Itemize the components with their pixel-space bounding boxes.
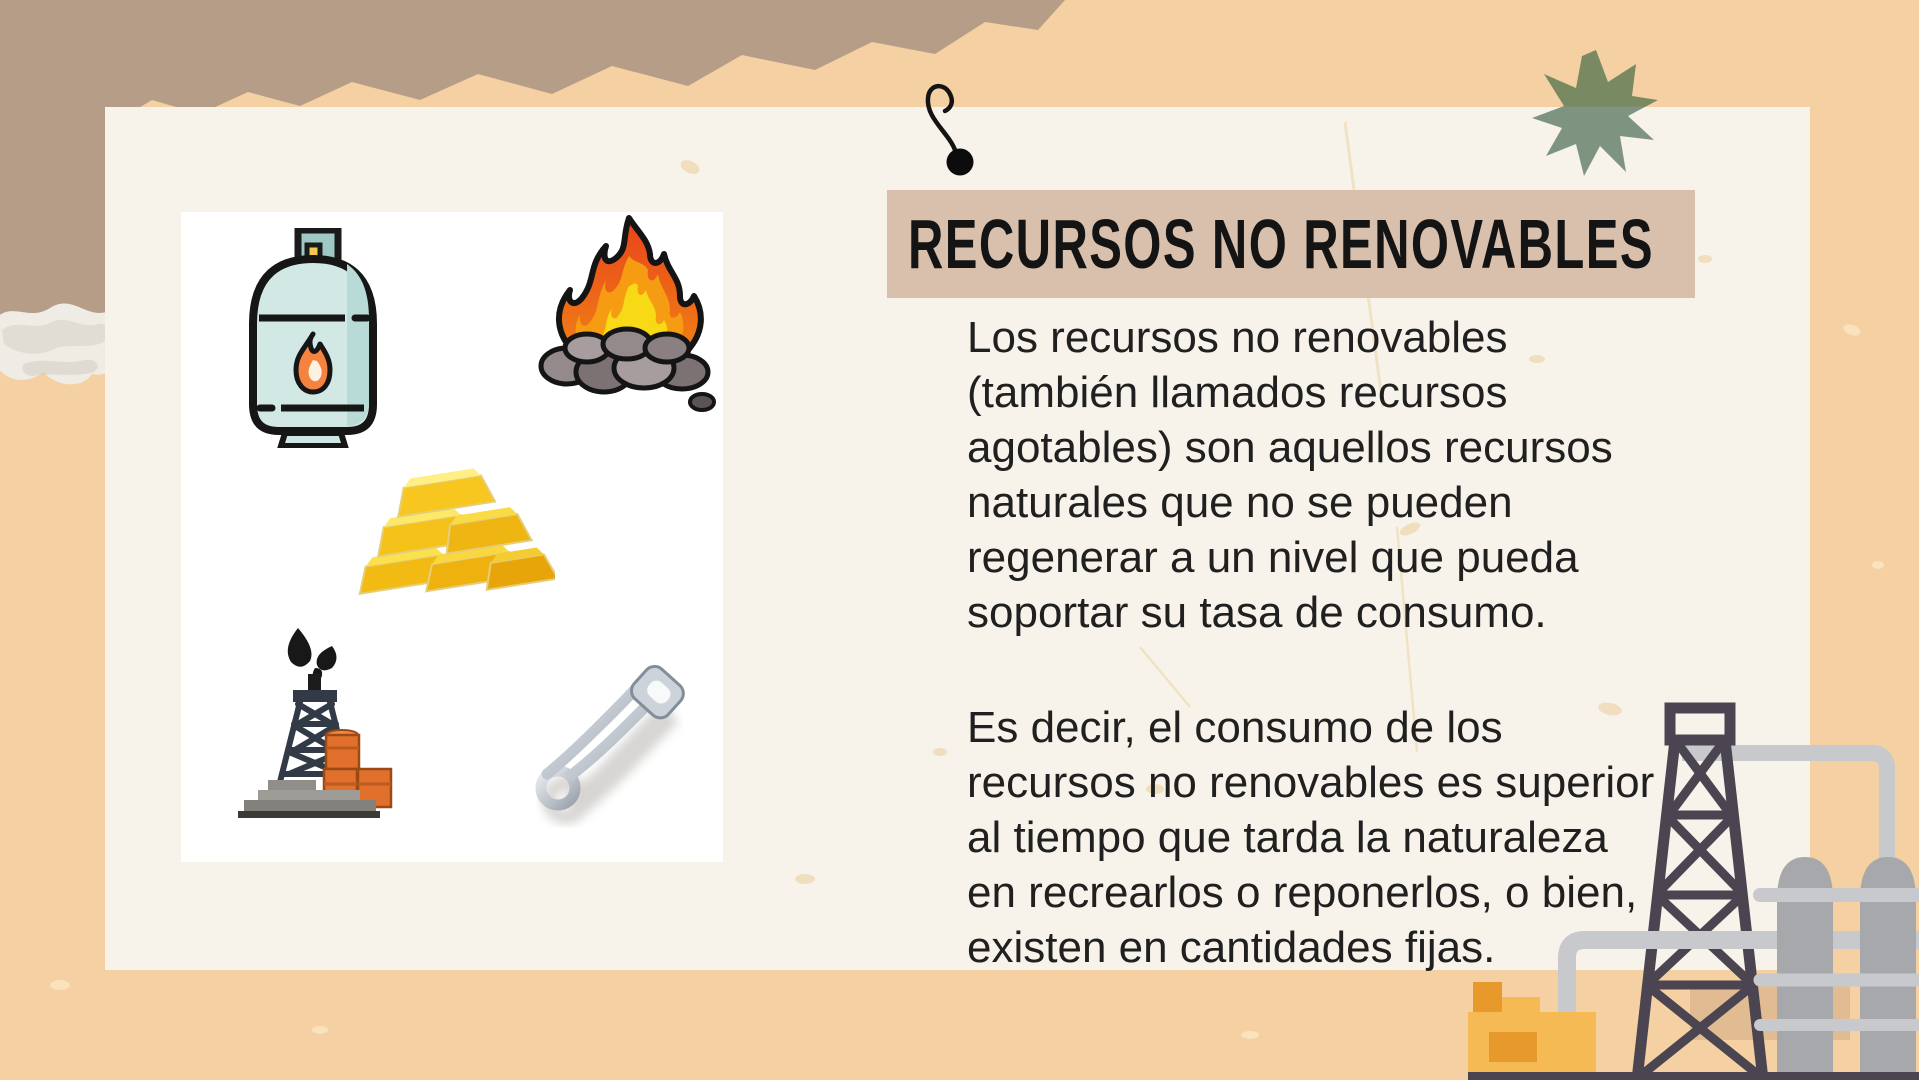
slide-title: RECURSOS NO RENOVABLES — [908, 205, 1654, 283]
fuel-storage-building — [1468, 982, 1596, 1072]
body-line: agotables) son aquellos recursos — [967, 423, 1613, 472]
body-line: recursos no renovables es superior — [967, 758, 1655, 807]
coal-fire-icon — [532, 214, 722, 419]
body-line: al tiempo que tarda la naturaleza — [967, 813, 1608, 862]
body-line: naturales que no se pueden — [967, 478, 1513, 527]
body-line: existen en cantidades fijas. — [967, 923, 1496, 972]
safety-pin-icon — [520, 650, 705, 830]
image-card — [181, 212, 723, 862]
body-line: Es decir, el consumo de los — [967, 703, 1503, 752]
paragraph-definition — [967, 310, 1727, 640]
oil-refinery-icon — [1455, 695, 1919, 1080]
oil-derrick-icon — [238, 622, 398, 822]
body-line: Los recursos no renovables — [967, 313, 1508, 362]
gas-cylinder-icon — [243, 228, 383, 448]
title-band — [887, 190, 1695, 298]
body-line: regenerar a un nivel que pueda — [967, 533, 1579, 582]
gold-bars-icon — [345, 465, 555, 620]
body-line: en recrearlos o reponerlos, o bien, — [967, 868, 1638, 917]
body-line: soportar su tasa de consumo. — [967, 588, 1547, 637]
body-line: (también llamados recursos — [967, 368, 1508, 417]
ink-dot-icon — [900, 70, 1000, 180]
starburst-icon — [1530, 48, 1665, 178]
